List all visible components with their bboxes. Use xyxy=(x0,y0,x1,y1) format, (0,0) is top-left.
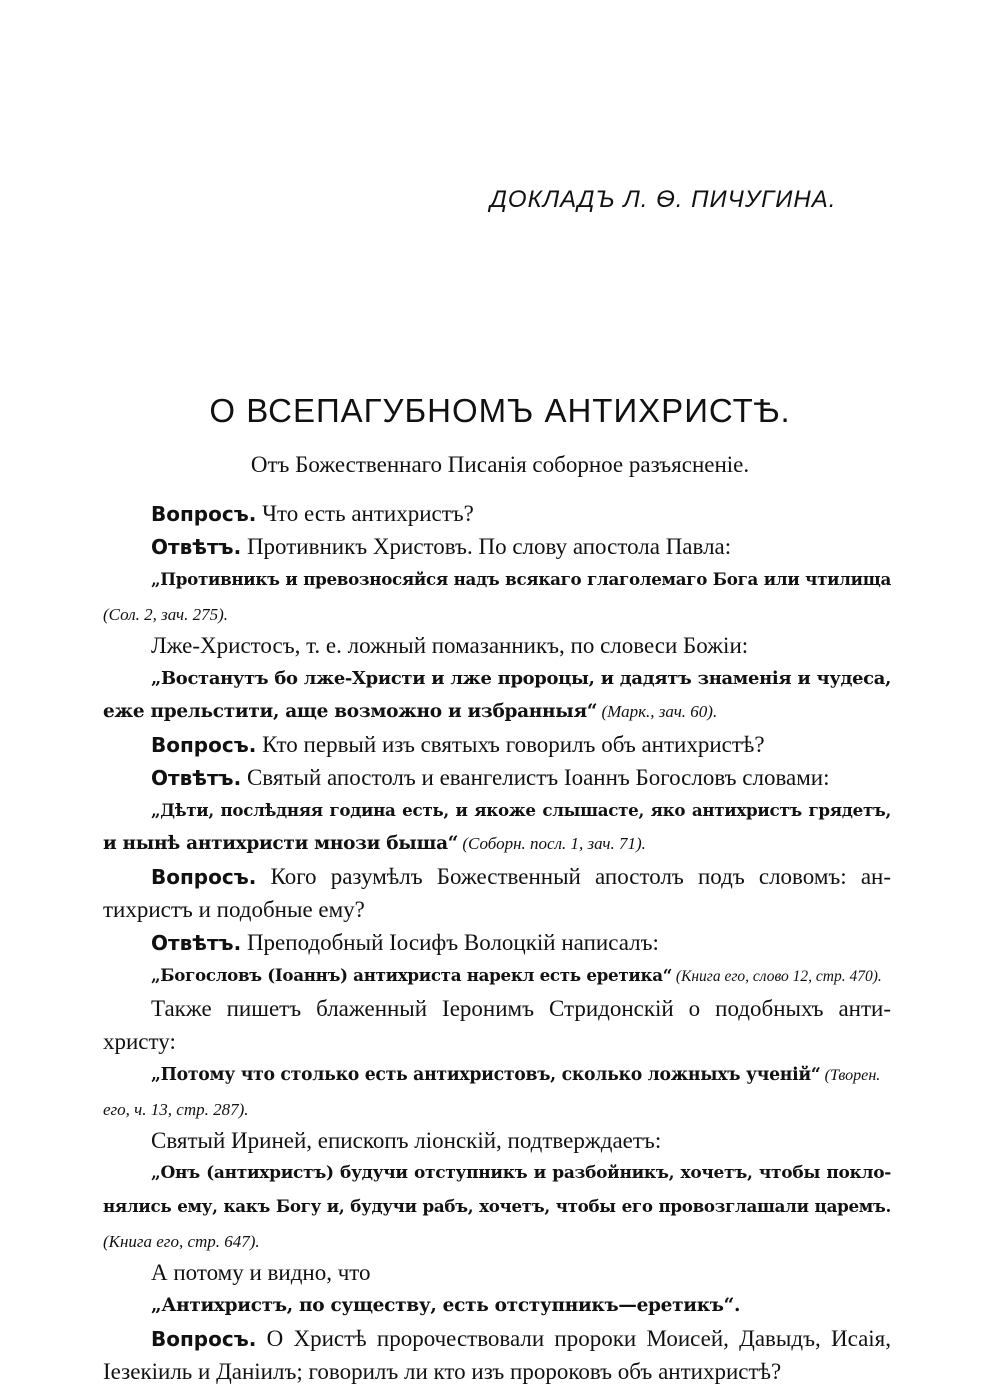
text-line xyxy=(103,926,891,959)
quote-line xyxy=(103,959,891,992)
text-line xyxy=(103,728,891,761)
reference: (Книга его, слово 12, стр. 470). xyxy=(672,968,882,985)
question-label: Вопросъ. xyxy=(151,502,257,526)
line-text: Кого разумѣлъ Божественный апостолъ подъ словомъ: ан- xyxy=(256,864,891,889)
text-line xyxy=(103,530,891,563)
text-line xyxy=(103,761,891,794)
answer-label: Отвѣтъ. xyxy=(151,535,242,559)
quote-line: нялись ему, какъ Богу и, будучи рабъ, хочетъ, чтобы его провозглашали царемъ. xyxy=(103,1196,891,1216)
reference: (Книга его, стр. 647). xyxy=(103,1232,260,1251)
reference: (Марк., зач. 60). xyxy=(597,702,718,721)
text-line: Лже-Христосъ, т. е. ложный помазанникъ, по словеси Божіи: xyxy=(151,633,749,658)
text-line: А потому и видно, что xyxy=(151,1260,371,1285)
text-line xyxy=(103,1322,891,1355)
quote-line xyxy=(103,827,891,860)
quote-line: „Востанутъ бо лже-Христи и лже пророцы, и дадятъ знаменія и чудеса, xyxy=(151,668,891,689)
text-line: христу: xyxy=(103,1029,176,1054)
reference: (Сол. 2, зач. 275). xyxy=(103,605,229,624)
page-header: ДОКЛАДЪ Л. Ѳ. ПИЧУГИНА. xyxy=(490,186,837,213)
page-subtitle: Отъ Божественнаго Писанія соборное разъясненіе. xyxy=(250,452,750,477)
line-text: Что есть антихристъ? xyxy=(256,501,474,526)
quote-line xyxy=(103,695,891,728)
line-text: Святый апостолъ и евангелистъ Іоаннъ Богословъ словами: xyxy=(241,765,830,790)
quote-text: и нынѣ антихристи мнози быша“ xyxy=(103,833,459,854)
line-text: О Христѣ пророчествовали пророки Моисей, Давыдъ, Исаія, xyxy=(256,1326,891,1351)
answer-label: Отвѣтъ. xyxy=(151,766,242,790)
text-line xyxy=(103,1223,891,1256)
text-line: Іезекіиль и Даніилъ; говорилъ ли кто изъ пророковъ объ антихристѣ? xyxy=(103,1359,782,1384)
question-label: Вопросъ. xyxy=(151,733,257,757)
text-line xyxy=(103,860,891,893)
text-line: тихристъ и подобные ему? xyxy=(103,897,365,922)
quote-text: еже прельстити, аще возможно и избранныя“ xyxy=(103,701,598,722)
question-label: Вопросъ. xyxy=(151,865,257,889)
quote-line: „Онъ (антихристъ) будучи отступникъ и разбойникъ, хочетъ, чтобы покло- xyxy=(151,1163,891,1183)
quote-line: „Антихристъ, по существу, есть отступникъ—еретикъ“. xyxy=(151,1295,741,1316)
reference: его, ч. 13, стр. 287). xyxy=(103,1100,249,1119)
quote-line: „Противникъ и превозносяйся надъ всякаго глаголемаго Бога или чтилища xyxy=(151,569,891,589)
page-title: О ВСЕПАГУБНОМЪ АНТИХРИСТѢ. xyxy=(209,392,791,429)
text-line: Также пишетъ блаженный Іеронимъ Стридонскій о подобныхъ анти- xyxy=(151,996,891,1021)
question-label: Вопросъ. xyxy=(151,1327,257,1351)
text-line xyxy=(103,1091,891,1124)
quote-line: „Дѣти, послѣдняя година есть, и якоже слышасте, яко антихристъ грядетъ, xyxy=(151,800,891,820)
line-text: Противникъ Христовъ. По слову апостола Павла: xyxy=(241,534,732,559)
quote-line xyxy=(103,1058,891,1091)
line-text: Кто первый изъ святыхъ говорилъ объ антихристѣ? xyxy=(256,732,765,757)
line-text: Преподобный Іосифъ Волоцкій написалъ: xyxy=(241,930,659,955)
reference: (Соборн. посл. 1, зач. 71). xyxy=(458,834,646,853)
quote-text: „Богословъ (Іоаннъ) антихриста нарекл есть еретика“ xyxy=(151,965,673,985)
text-line xyxy=(103,497,891,530)
reference: (Творен. xyxy=(820,1067,881,1084)
answer-label: Отвѣтъ. xyxy=(151,931,242,955)
article-body xyxy=(103,497,891,1388)
text-line: Святый Ириней, епископъ ліонскій, подтверждаетъ: xyxy=(151,1128,662,1153)
text-line xyxy=(103,596,891,629)
quote-text: „Потому что столько есть антихристовъ, сколько ложныхъ ученій“ xyxy=(151,1065,821,1085)
